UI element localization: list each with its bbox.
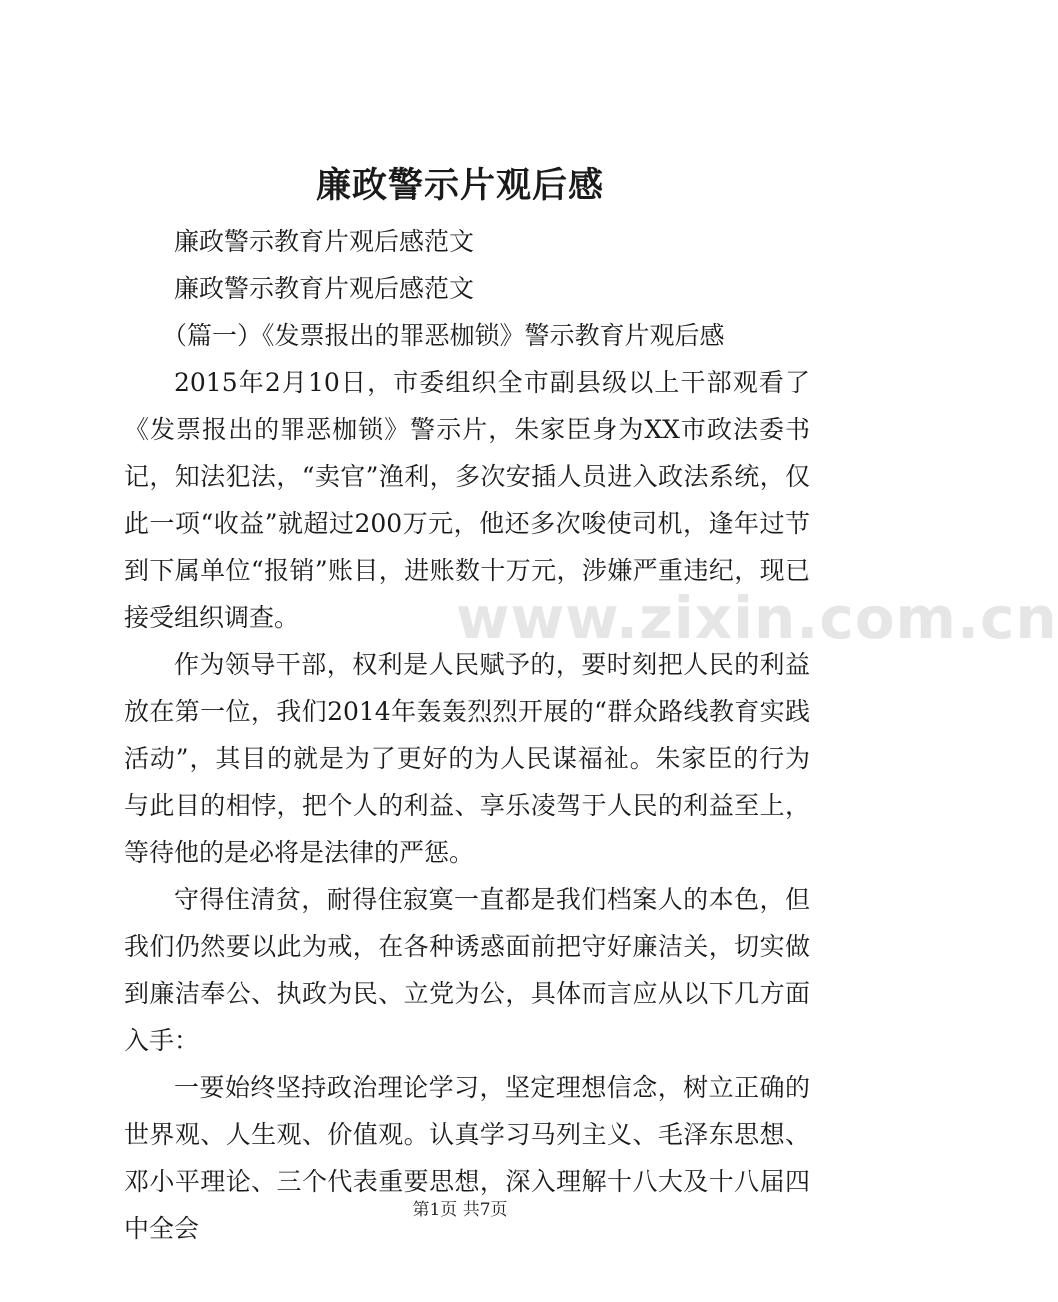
body-paragraph: 一要始终坚持政治理论学习，坚定理想信念，树立正确的世界观、人生观、价值观。认真学习马列主义、毛泽东思想、邓小平理论、三个代表重要思想，深入理解十八大及十八届四中全会 (124, 1073, 810, 1243)
document-body (124, 218, 810, 1252)
subtitle-line: 廉政警示教育片观后感范文 (174, 227, 475, 256)
section-heading: （篇一）《发票报出的罪恶枷锁》警示教育片观后感 (162, 321, 725, 350)
watermark: www.zixin.com.cn (456, 584, 1058, 652)
body-paragraph: 2015年2月10日，市委组织全市副县级以上干部观看了《发票报出的罪恶枷锁》警示片，朱家臣身为XX市政法委书记，知法犯法，“卖官”渔利，多次安插人员进入政法系统，仅此一项“收益”就超过200万元，他还多次唆使司机，逢年过节到下属单位“报销”账目，进账数十万元，涉嫌严重违纪，现已接受组织调查。 (124, 368, 810, 632)
body-paragraph: 守得住清贫，耐得住寂寞一直都是我们档案人的本色，但我们仍然要以此为戒，在各种诱惑面前把守好廉洁关，切实做到廉洁奉公、执政为民、立党为公，具体而言应从以下几方面入手： (124, 885, 810, 1055)
page-footer: 第1页 共7页 (412, 1200, 508, 1220)
body-paragraph: 作为领导干部，权利是人民赋予的，要时刻把人民的利益放在第一位，我们2014年轰轰烈烈开展的“群众路线教育实践活动”，其目的就是为了更好的为人民谋福祉。朱家臣的行为与此目的相悖，把个人的利益、享乐凌驾于人民的利益至上，等待他的是必将是法律的严惩。 (124, 650, 810, 867)
subtitle-line: 廉政警示教育片观后感范文 (174, 274, 475, 303)
document-title: 廉政警示片观后感 (315, 165, 604, 206)
